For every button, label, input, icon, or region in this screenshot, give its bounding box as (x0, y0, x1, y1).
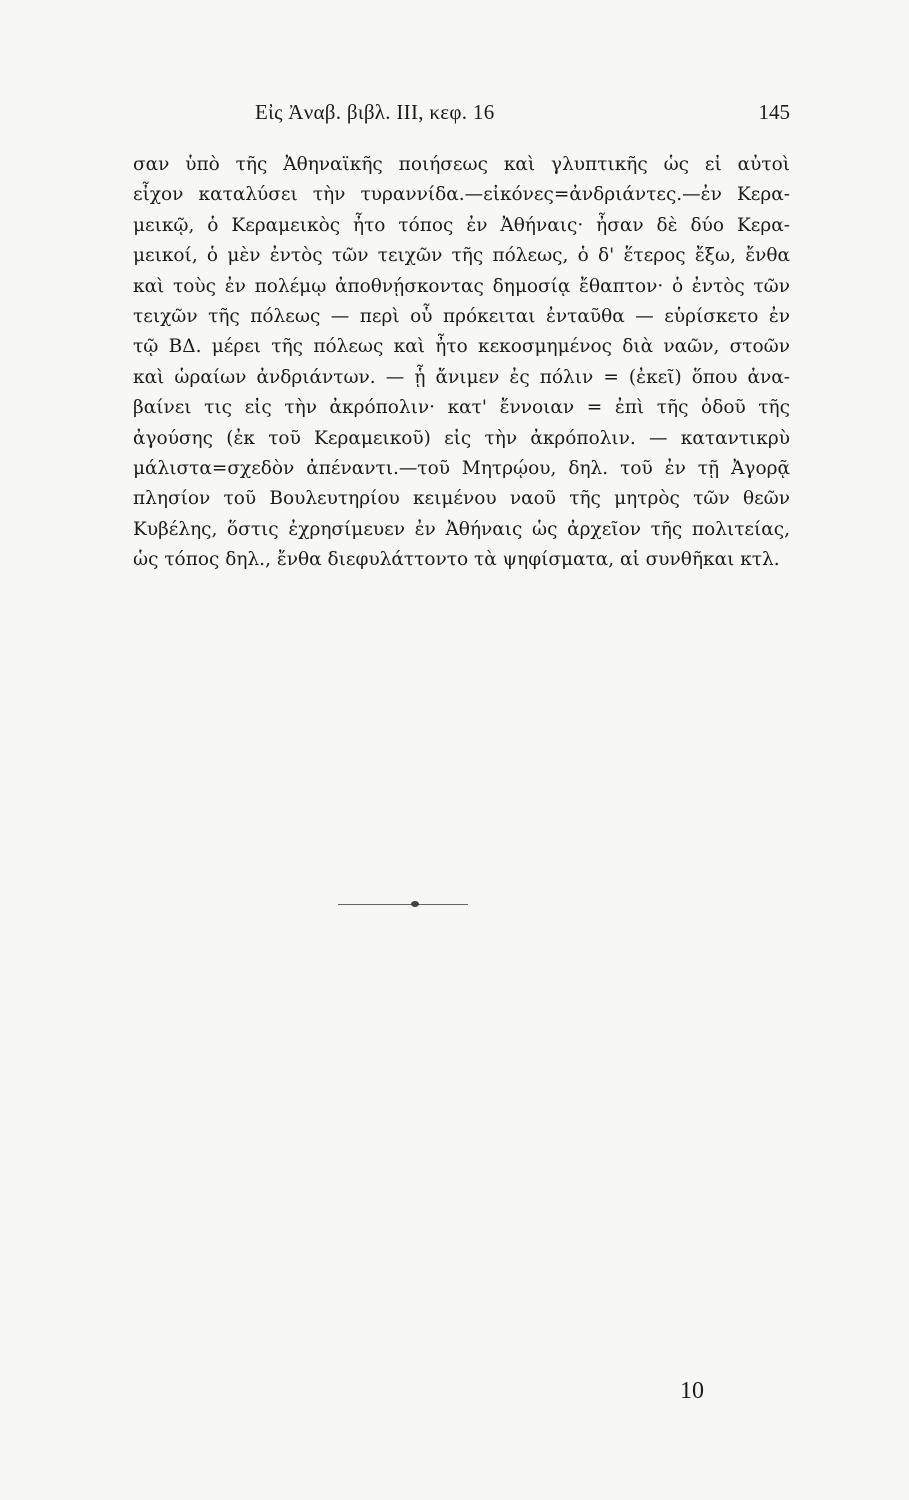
text-line: ὡς τόπος δηλ., ἔνθα διεφυλάττοντο τὰ ψηφίσματα, αἱ συνθῆκαι κτλ. (133, 549, 780, 571)
text-line: εἶχον καταλύσει τὴν τυραννίδα.—εἰκόνες=ἀνδριάντες.—ἐν Κερα- (133, 184, 790, 206)
section-separator (338, 900, 468, 910)
signature-mark: 10 (680, 1378, 704, 1404)
running-head: Εἰς Ἀναβ. βιβλ. III, κεφ. 16 (255, 100, 495, 124)
text-line: σαν ὑπὸ τῆς Ἀθηναϊκῆς ποιήσεως καὶ γλυπτικῆς ὡς εἰ αὐτοὶ (133, 154, 790, 175)
text-line: βαίνει τις εἰς τὴν ἀκρόπολιν· κατ' ἔννοιαν = ἐπὶ τῆς ὁδοῦ τῆς (133, 397, 790, 419)
text-line: καὶ ὡραίων ἀνδριάντων. — ᾗ ἄνιμεν ἐς πόλιν = (ἐκεῖ) ὅπου ἀνα- (133, 366, 790, 388)
text-line: μεικῷ, ὁ Κεραμεικὸς ἦτο τόπος ἐν Ἀθήναις· ἦσαν δὲ δύο Κερα- (133, 214, 790, 236)
text-line: πλησίον τοῦ Βουλευτηρίου κειμένου ναοῦ τῆς μητρὸς τῶν θεῶν (133, 488, 790, 510)
text-line: Κυβέλης, ὅστις ἐχρησίμευεν ἐν Ἀθήναις ὡς ἀρχεῖον τῆς πολιτείας, (133, 518, 790, 540)
page-number: 145 (758, 100, 790, 124)
page-header (130, 100, 790, 130)
separator-ornament-icon (411, 901, 419, 907)
commentary-text (133, 150, 790, 575)
text-line: ἀγούσης (ἐκ τοῦ Κεραμεικοῦ) εἰς τὴν ἀκρόπολιν. — καταντικρὺ (133, 427, 790, 449)
text-line: μεικοί, ὁ μὲν ἐντὸς τῶν τειχῶν τῆς πόλεως, ὁ δ' ἕτερος ἔξω, ἔνθα (133, 245, 790, 267)
separator-rule (338, 904, 468, 905)
text-line: τῷ ΒΔ. μέρει τῆς πόλεως καὶ ἦτο κεκοσμημένος διὰ ναῶν, στοῶν (133, 336, 790, 358)
text-line: μάλιστα=σχεδὸν ἀπέναντι.—τοῦ Μητρῴου, δηλ. τοῦ ἐν τῇ Ἀγορᾷ (133, 457, 790, 479)
text-line: καὶ τοὺς ἐν πολέμῳ ἀποθνῄσκοντας δημοσίᾳ ἔθαπτον· ὁ ἐντὸς τῶν (133, 275, 790, 297)
text-line: τειχῶν τῆς πόλεως — περὶ οὗ πρόκειται ἐνταῦθα — εὑρίσκετο ἐν (133, 305, 790, 327)
